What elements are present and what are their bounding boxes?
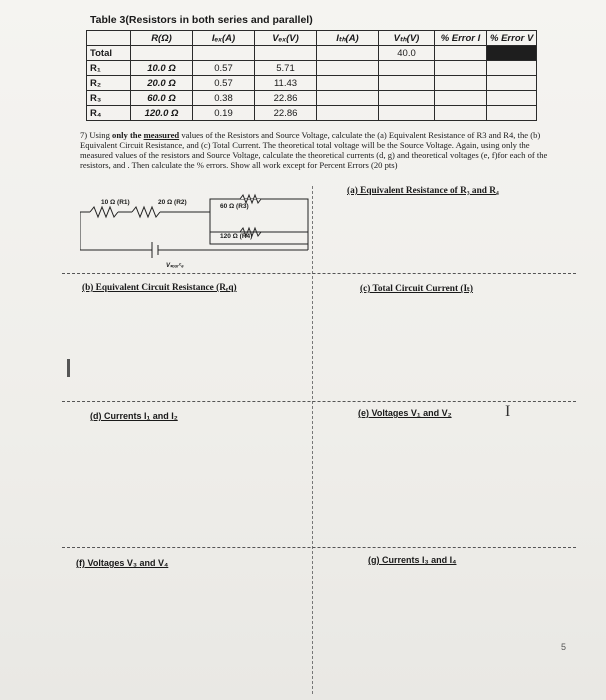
- table-header-cell: Vₜₕ(V): [379, 31, 435, 46]
- table-cell: [317, 91, 379, 106]
- table-cell: [487, 46, 537, 61]
- section-a-label: (a) Equivalent Resistance of R₃ and R₄: [347, 186, 499, 196]
- question-measured: measured: [143, 130, 180, 140]
- table-cell: [379, 91, 435, 106]
- table-cell: [131, 46, 193, 61]
- section-f-label: (f) Voltages V₃ and V₄: [76, 558, 169, 568]
- table-header-cell: % Error V: [487, 31, 537, 46]
- section-c-label: (c) Total Circuit Current (Iₜ): [360, 284, 473, 294]
- table-header-cell: Iₜₕ(A): [317, 31, 379, 46]
- r3-label: 60 Ω (R3): [220, 203, 249, 210]
- table-cell: [255, 46, 317, 61]
- question-only: only the: [112, 130, 142, 140]
- divider-1: [62, 273, 576, 274]
- table-cell: 0.57: [193, 76, 255, 91]
- table-cell: 0.38: [193, 91, 255, 106]
- table-cell: 0.57: [193, 61, 255, 76]
- row-label: R₄: [87, 106, 131, 121]
- table-cell: [487, 61, 537, 76]
- section-g-label: (g) Currents I₃ and I₄: [368, 555, 457, 565]
- table-cell: [487, 91, 537, 106]
- table-row: [87, 76, 537, 91]
- row-label: R₂: [87, 76, 131, 91]
- table-row: [87, 61, 537, 76]
- results-table: [86, 30, 537, 121]
- table-header-row: [87, 31, 537, 46]
- page-number: 5: [561, 642, 567, 652]
- table-cell: 11.43: [255, 76, 317, 91]
- table-cell: 40.0: [379, 46, 435, 61]
- r4-label: 120 Ω (R4): [220, 233, 253, 240]
- row-label: R₃: [87, 91, 131, 106]
- text-cursor-icon: I: [505, 403, 511, 420]
- table-cell: 0.19: [193, 106, 255, 121]
- table-cell: [435, 91, 487, 106]
- section-d-label: (d) Currents I₁ and I₂: [90, 411, 178, 421]
- question-text: values of the Resistors and Source Voltage, calculate the (a) Equivalent Resistance of R3 and R4, the (b) Equivalent Circuit Resistance, and (c) Total Current. The theoretical total voltage will be the Source Voltage. Again, using only the measured values of the resistors and Source Voltage, calculate the theoretical currents (d, g) and theoretical voltages (e, f)for each of the resistors, and . Then calculate the % errors. Show all work except for Percent Errors (20 pts): [80, 130, 548, 170]
- table-title: Table 3(Resistors in both series and parallel): [90, 14, 313, 26]
- table-cell: [435, 61, 487, 76]
- table-cell: [317, 61, 379, 76]
- table-cell: 60.0 Ω: [131, 91, 193, 106]
- table-header-cell: % Error I: [435, 31, 487, 46]
- table-cell: 22.86: [255, 91, 317, 106]
- r3-zigzag: [240, 195, 261, 203]
- table-header-cell: Vₑₓ(V): [255, 31, 317, 46]
- table-cell: [379, 61, 435, 76]
- table-cell: [435, 46, 487, 61]
- table-cell: 20.0 Ω: [131, 76, 193, 91]
- section-b-label: (b) Equivalent Circuit Resistance (Rₑq): [82, 283, 237, 293]
- table-cell: 120.0 Ω: [131, 106, 193, 121]
- table-header-cell: [87, 31, 131, 46]
- question-7: [80, 130, 550, 170]
- table-row: [87, 91, 537, 106]
- table-cell: [317, 106, 379, 121]
- table-cell: [193, 46, 255, 61]
- margin-mark: [67, 359, 70, 377]
- row-label: R₁: [87, 61, 131, 76]
- r1-label: 10 Ω (R1): [101, 199, 130, 206]
- table-cell: [435, 76, 487, 91]
- table-cell: [487, 76, 537, 91]
- divider-2: [62, 401, 576, 402]
- section-e-label: (e) Voltages V₁ and V₂: [358, 408, 452, 418]
- table-cell: [435, 106, 487, 121]
- row-label: Total: [87, 46, 131, 61]
- r2-label: 20 Ω (R2): [158, 199, 187, 206]
- table-cell: 22.86: [255, 106, 317, 121]
- table-header-cell: Iₑₓ(A): [193, 31, 255, 46]
- table-cell: [487, 106, 537, 121]
- question-lead: Using: [89, 130, 110, 140]
- vertical-divider: [312, 186, 313, 694]
- question-number: 7): [80, 130, 88, 140]
- divider-3: [62, 547, 576, 548]
- table-cell: [379, 106, 435, 121]
- table-cell: 5.71: [255, 61, 317, 76]
- r2-zigzag: [132, 207, 160, 217]
- table-header-cell: R(Ω): [131, 31, 193, 46]
- table-cell: [379, 76, 435, 91]
- r1-zigzag: [90, 207, 118, 217]
- table-row: [87, 46, 537, 61]
- source-label: Vₛₒᵤᵣᶜₑ: [166, 263, 184, 269]
- table-cell: [317, 46, 379, 61]
- table-row: [87, 106, 537, 121]
- table-cell: 10.0 Ω: [131, 61, 193, 76]
- table-cell: [317, 76, 379, 91]
